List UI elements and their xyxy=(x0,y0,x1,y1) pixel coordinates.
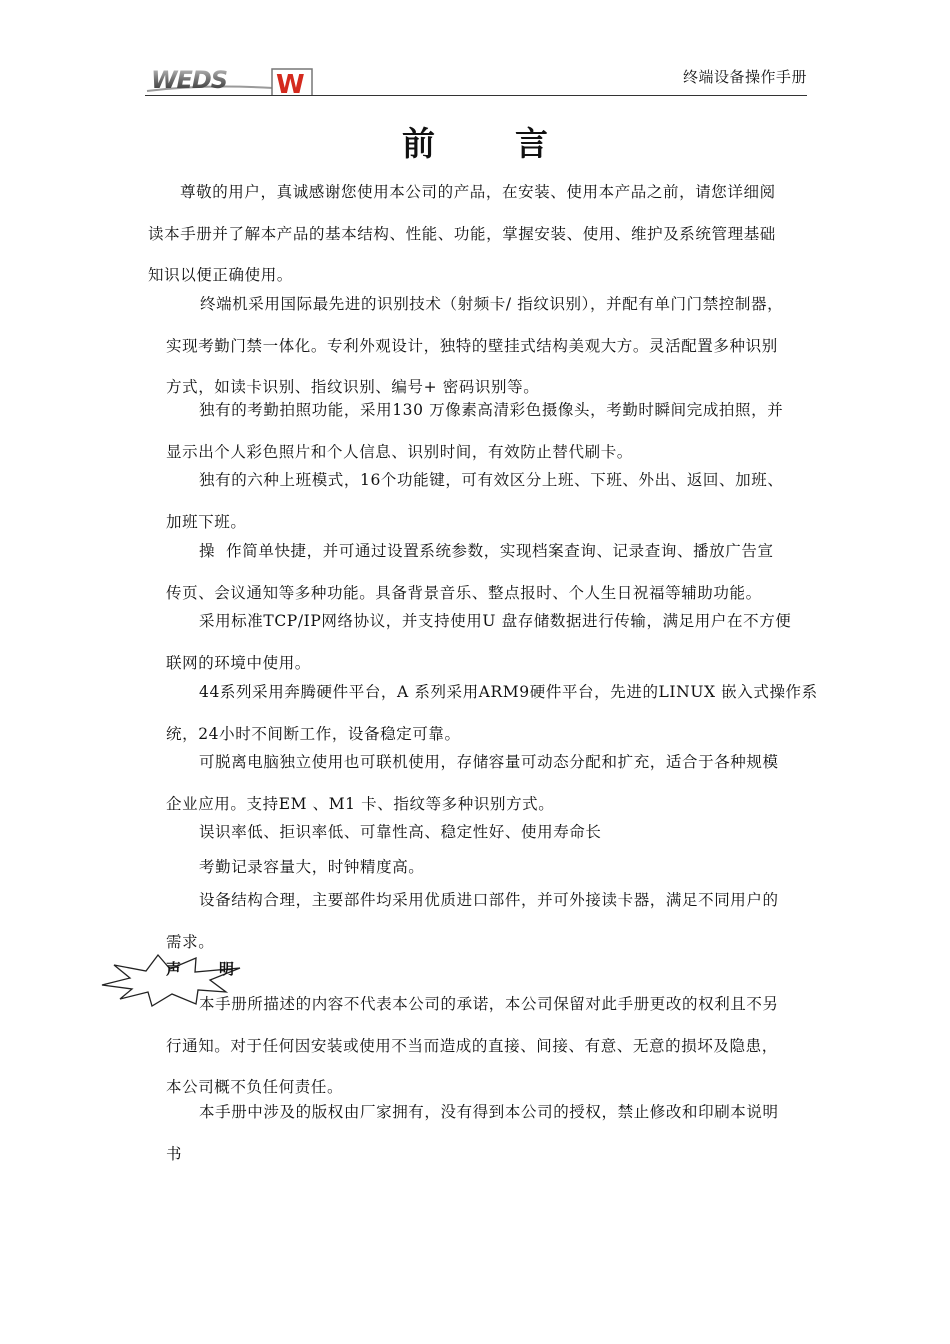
logo-mark: W xyxy=(276,70,305,96)
text-line: 尊敬的用户，真诚感谢您使用本公司的产品，在安装、使用本产品之前，请您详细阅 xyxy=(180,183,776,201)
text-line: 联网的环境中使用。 xyxy=(166,653,311,672)
page-title: 前言 xyxy=(402,124,628,163)
page-header xyxy=(145,62,807,96)
declaration-heading-char: 明 xyxy=(219,960,235,978)
text-line: 知识以便正确使用。 xyxy=(148,266,293,284)
text-line: 行通知。对于任何因安装或使用不当而造成的直接、间接、有意、无意的损坏及隐患， xyxy=(166,1036,778,1055)
text-line: 企业应用。支持EM 、M1 卡、指纹等多种识别方式。 xyxy=(166,794,555,813)
text-line: 读本手册并了解本产品的基本结构、性能、功能，掌握安装、使用、维护及系统管理基础 xyxy=(148,224,776,243)
text-line: 操 作简单快捷，并可通过设置系统参数，实现档案查询、记录查询、播放广告宣 xyxy=(199,542,774,560)
declaration-heading-char: 声 xyxy=(166,960,182,978)
text-line: 实现考勤门禁一体化。专利外观设计，独特的壁挂式结构美观大方。灵活配置多种识别 xyxy=(166,336,778,355)
text-line: 方式，如读卡识别、指纹识别、编号+ 密码识别等。 xyxy=(166,378,540,396)
text-line: 统，24小时不间断工作，设备稳定可靠。 xyxy=(166,724,461,743)
text-line: 加班下班。 xyxy=(166,512,247,531)
header-divider xyxy=(145,95,807,96)
text-line: 独有的考勤拍照功能，采用130 万像素高清彩色摄像头，考勤时瞬间完成拍照，并 xyxy=(199,401,784,419)
declaration-paragraph xyxy=(166,984,806,1109)
text-line: 独有的六种上班模式，16个功能键，可有效区分上班、下班、外出、返回、加班、 xyxy=(199,471,784,489)
text-line: 44系列采用奔腾硬件平台，A 系列采用ARM9硬件平台，先进的LINUX 嵌入式操作系 xyxy=(199,683,818,701)
text-line: 显示出个人彩色照片和个人信息、识别时间，有效防止替代刷卡。 xyxy=(166,442,633,461)
text-line: 需求。 xyxy=(166,932,215,951)
declaration-paragraph xyxy=(166,1092,806,1175)
text-line: 终端机采用国际最先进的识别技术（射频卡/ 指纹识别），并配有单门门禁控制器， xyxy=(200,295,784,313)
text-line: 采用标准TCP/IP网络协议，并支持使用U 盘存储数据进行传输，满足用户在不方便 xyxy=(199,612,792,630)
declaration-heading xyxy=(166,958,234,979)
logo-wordmark: WEDS xyxy=(151,66,228,94)
text-line: 传页、会议通知等多种功能。具备背景音乐、整点报时、个人生日祝福等辅助功能。 xyxy=(166,583,762,602)
text-line: 可脱离电脑独立使用也可联机使用，存储容量可动态分配和扩充，适合于各种规模 xyxy=(199,753,779,771)
text-line: 设备结构合理，主要部件均采用优质进口部件，并可外接读卡器，满足不同用户的 xyxy=(199,891,779,909)
feature-paragraph xyxy=(166,880,806,963)
intro-paragraph xyxy=(148,172,776,297)
text-line: 误识率低、拒识率低、可靠性高、稳定性好、使用寿命长 xyxy=(199,823,602,841)
text-line: 本公司概不负任何责任。 xyxy=(166,1078,344,1096)
weds-logo xyxy=(145,64,315,96)
text-line: 本手册中涉及的版权由厂家拥有，没有得到本公司的授权，禁止修改和印刷本说明 xyxy=(199,1103,779,1121)
text-line: 本手册所描述的内容不代表本公司的承诺，本公司保留对此手册更改的权利且不另 xyxy=(199,995,779,1013)
text-line: 考勤记录容量大，时钟精度高。 xyxy=(199,858,425,876)
text-line: 书 xyxy=(166,1144,183,1163)
document-title: 终端设备操作手册 xyxy=(682,68,807,86)
